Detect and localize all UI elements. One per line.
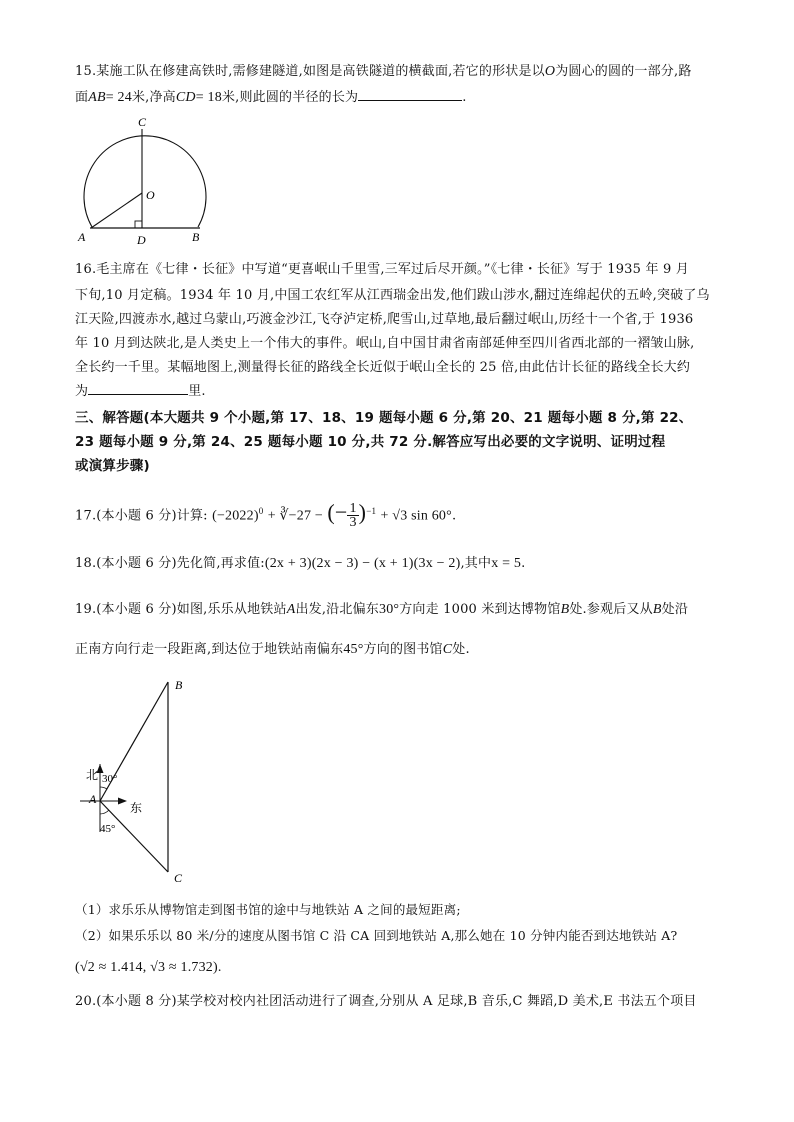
tunnel-cross-section-figure: [72, 114, 222, 246]
q15-line2: 面AB= 24米,净高CD= 18米,则此圆的半径的长为 .: [75, 86, 723, 110]
label-o: O: [146, 188, 155, 202]
label-d: D: [137, 233, 146, 246]
q16-line6: 为 里.: [75, 380, 723, 404]
angle-45-arc: [100, 810, 109, 814]
q20-line1: 20.(本小题 8 分)某学校对校内社团活动进行了调查,分别从 A 足球,B 音乐,C 舞蹈,D 美术,E 书法五个项目: [75, 994, 697, 1009]
q19-line1: 19.(本小题 6 分)如图,乐乐从地铁站A出发,沿北偏东30°方向走 1000 米到达博物馆B处.参观后又从B处沿: [75, 602, 689, 617]
answer-blank-16[interactable]: [88, 380, 188, 395]
label-45-degrees: 45°: [100, 823, 116, 835]
route-diagram-figure: [80, 672, 200, 888]
q19-sub1: （1）求乐乐从博物馆走到图书馆的途中与地铁站 A 之间的最短距离;: [75, 902, 461, 917]
section3-line2: 23 题每小题 9 分,第 24、25 题每小题 10 分,共 72 分.解答应写出必要的文字说明、证明过程: [75, 434, 666, 450]
east-arrow-icon: [118, 798, 127, 805]
label-a: A: [78, 230, 86, 244]
label-north: 北: [86, 768, 99, 782]
angle-30-arc: [100, 787, 107, 789]
label-b: B: [192, 230, 200, 244]
answer-blank-15[interactable]: [358, 86, 462, 101]
q16-line5: 全长约一千里。某幅地图上,测量得长征的路线全长近似于岷山全长的 25 倍,由此估计长征的路线全长大约: [75, 360, 691, 375]
q16-line2: 下旬,10 月定稿。1934 年 10 月,中国工农红军从江西瑞金出发,他们跋山涉水,翻过连绵起伏的五岭,突破了乌: [75, 288, 710, 303]
q18-line: 18.(本小题 6 分)先化简,再求值:(2x + 3)(2x − 3) − (x + 1)(3x − 2),其中x = 5.: [75, 556, 526, 571]
label-b: B: [175, 678, 183, 692]
label-30-degrees: 30°: [102, 773, 118, 785]
q17-line: 17.(本小题 6 分)计算: $(-2022)^0$ + ∛−27 − (− $\frac{1}{3}$ )$^{-1}$ + √3 sin 60°.: [75, 499, 457, 531]
q19-approx: (√2 ≈ 1.414, √3 ≈ 1.732).: [75, 960, 222, 975]
radius-oa: [91, 193, 142, 228]
label-east: 东: [130, 801, 143, 815]
q16-line3: 江天险,四渡赤水,越过乌蒙山,巧渡金沙江,飞夺泸定桥,爬雪山,过草地,最后翻过岷山,历经十一个省,于 1936: [75, 312, 694, 327]
q19-sub2: （2）如果乐乐以 80 米/分的速度从图书馆 C 沿 CA 回到地铁站 A,那么她在 10 分钟内能否到达地铁站 A?: [75, 928, 678, 943]
label-c: C: [174, 871, 183, 885]
tunnel-arc: [84, 136, 206, 227]
right-angle-mark: [135, 221, 142, 228]
q19-line2: 正南方向行走一段距离,到达位于地铁站南偏东45°方向的图书馆C处.: [75, 642, 470, 657]
fraction-one-third: $\frac{1}{3}$: [349, 501, 357, 531]
section3-line3: 或演算步骤): [75, 458, 150, 474]
q16-line1: 16.毛主席在《七律・长征》中写道“更喜岷山千里雪,三军过后尽开颜。”《七律・长征》写于 1935 年 9 月: [75, 262, 689, 277]
q15-line1: 15.某施工队在修建高铁时,需修建隧道,如图是高铁隧道的横截面,若它的形状是以O为圆心的圆的一部分,路: [75, 64, 692, 79]
q16-line4: 年 10 月到达陕北,是人类史上一个伟大的事件。岷山,自中国甘肃省南部延伸至四川省西北部的一褶皱山脉,: [75, 336, 695, 351]
label-c: C: [138, 115, 147, 129]
label-a: A: [89, 792, 97, 806]
section3-line1: 三、解答题(本大题共 9 个小题,第 17、18、19 题每小题 6 分,第 20、21 题每小题 8 分,第 22、: [75, 410, 693, 426]
